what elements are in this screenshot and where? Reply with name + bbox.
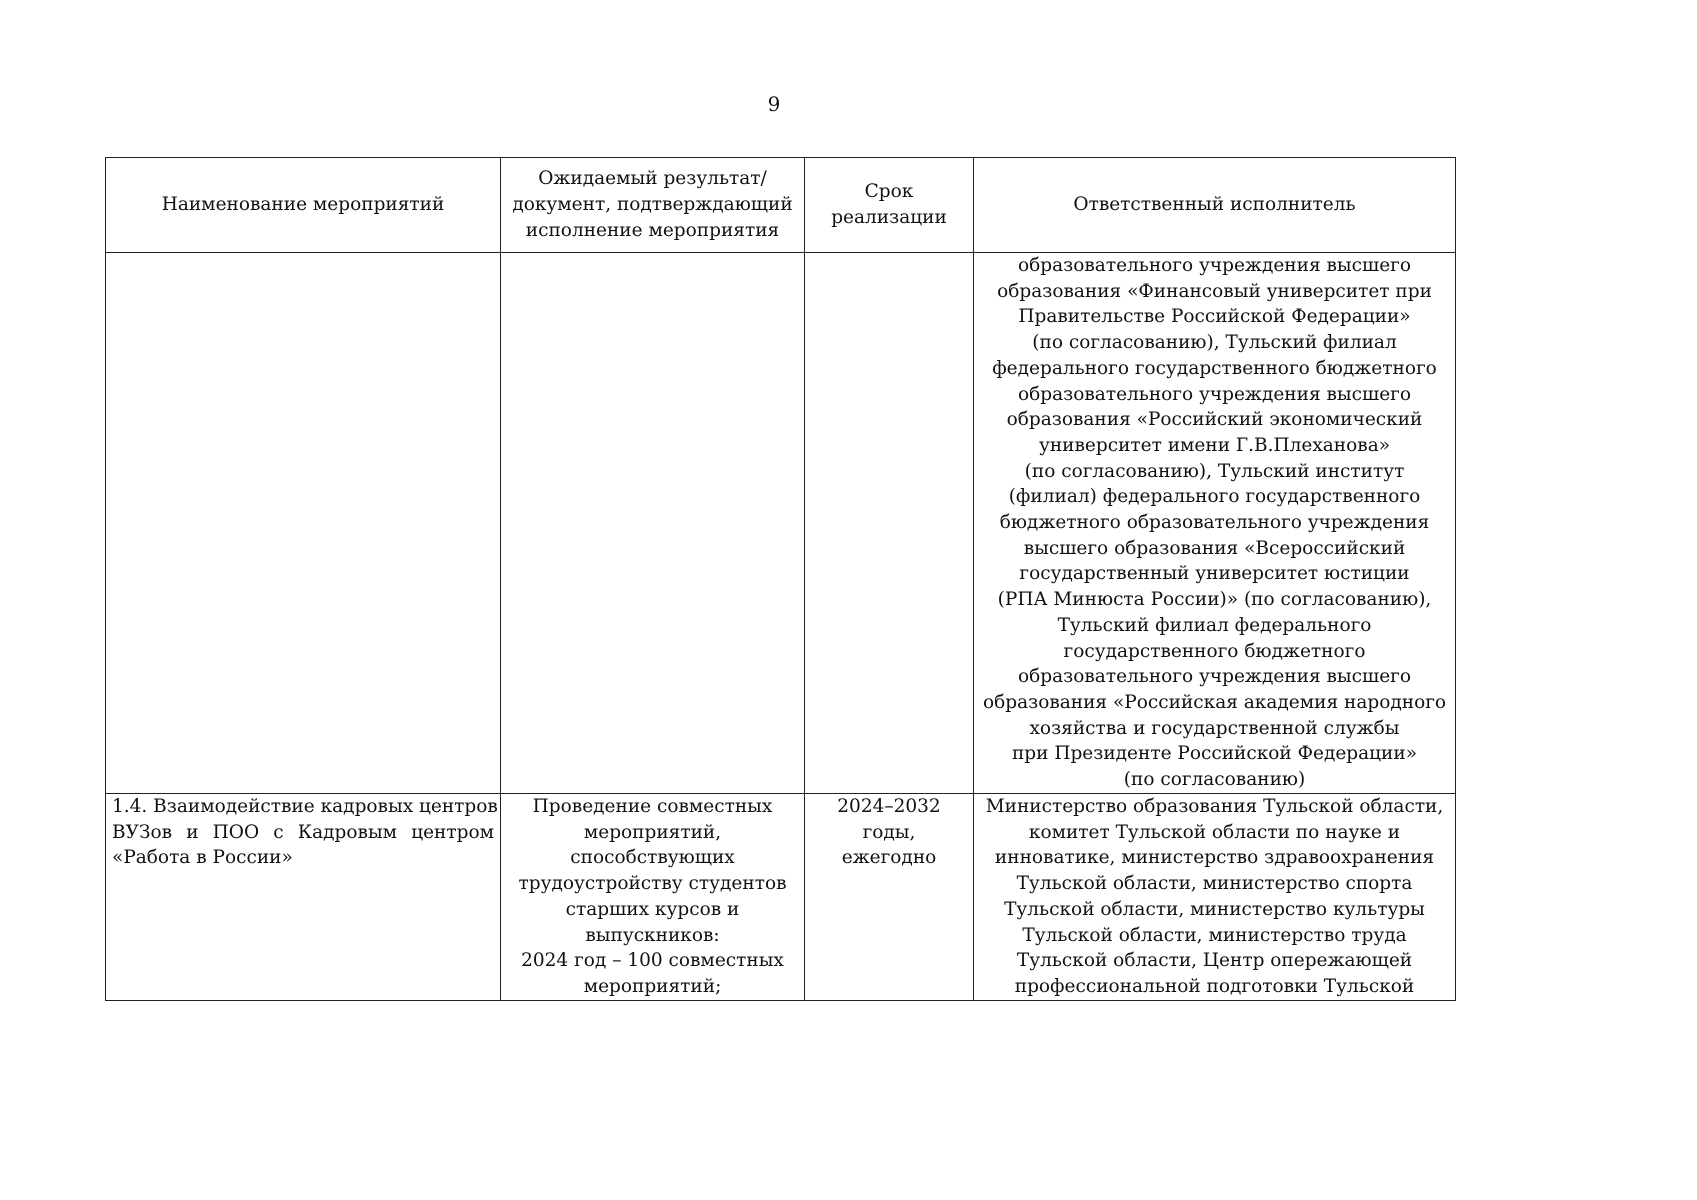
responsible-line: Тульской области, Центр опережающей: [1016, 950, 1413, 972]
responsible-line: Тульской области, министерство культуры: [1004, 898, 1425, 920]
term-line: 2024–2032: [837, 796, 941, 817]
cell-activity-name: [106, 794, 501, 1001]
header-responsible: Ответственный исполнитель: [974, 158, 1456, 253]
responsible-line: образовательного учреждения высшего: [1018, 383, 1411, 405]
responsible-line: Тульский филиал федерального: [1057, 614, 1372, 636]
responsible-line: (по согласованию), Тульский институт: [1024, 460, 1405, 482]
table-row: [106, 253, 1456, 794]
result-line: 2024 год – 100 совместных: [521, 950, 784, 972]
responsible-line: хозяйства и государственной службы: [1029, 717, 1400, 739]
responsible-line: образовательного учреждения высшего: [1018, 666, 1411, 688]
table-row: [106, 794, 1456, 1001]
responsible-line: (по согласованию), Тульский филиал: [1032, 332, 1397, 354]
header-term: [805, 158, 974, 253]
result-line: мероприятий,: [583, 821, 722, 843]
responsible-line: Тульской области, министерство спорта: [1016, 873, 1413, 895]
cell-term: [805, 253, 974, 794]
result-line: Проведение совместных: [532, 796, 773, 817]
cell-expected-result: [501, 253, 805, 794]
result-line: выпускников:: [585, 924, 720, 946]
result-line: способствующих: [570, 847, 735, 869]
activity-name-line: 1.4. Взаимодействие кадровых центров: [112, 796, 498, 817]
responsible-line: Министерство образования Тульской области,: [985, 796, 1444, 817]
header-activity-name: Наименование мероприятий: [106, 158, 501, 253]
responsible-line: профессиональной подготовки Тульской: [1014, 975, 1415, 997]
header-line: реализации: [831, 207, 947, 228]
responsible-line: бюджетного образовательного учреждения: [999, 512, 1430, 534]
header-line: документ, подтверждающий: [512, 194, 793, 215]
responsible-line: государственного бюджетного: [1063, 640, 1366, 662]
result-line: старших курсов и: [565, 898, 740, 920]
responsible-line: федерального государственного бюджетного: [992, 357, 1437, 379]
responsible-line: государственный университет юстиции: [1019, 563, 1410, 585]
responsible-line: (филиал) федерального государственного: [1008, 486, 1421, 508]
cell-expected-result: [501, 794, 805, 1001]
header-line: исполнение мероприятия: [525, 220, 780, 241]
activity-name-line: ВУЗов и ПОО с Кадровым центром: [112, 821, 494, 843]
header-line: Срок: [864, 181, 914, 202]
page-number: 9: [767, 92, 781, 116]
responsible-line: образовательного учреждения высшего: [1018, 255, 1411, 276]
responsible-line: инноватике, министерство здравоохранения: [994, 847, 1435, 869]
responsible-line: комитет Тульской области по науке и: [1028, 821, 1401, 843]
responsible-line: (по согласованию): [1123, 769, 1306, 791]
responsible-line: образования «Российский экономический: [1006, 409, 1423, 431]
responsible-line: Тульской области, министерство труда: [1022, 924, 1407, 946]
cell-term: [805, 794, 974, 1001]
header-line: Ожидаемый результат/: [538, 168, 767, 189]
activity-name-line: «Работа в России»: [112, 847, 293, 869]
term-line: годы,: [862, 821, 916, 843]
responsible-line: университет имени Г.В.Плеханова»: [1038, 434, 1391, 456]
result-line: мероприятий;: [583, 975, 722, 997]
table-header-row: [106, 158, 1456, 253]
responsible-line: Правительстве Российской Федерации»: [1018, 306, 1411, 328]
activities-table: [105, 157, 1456, 1001]
result-line: трудоустройству студентов: [518, 873, 787, 895]
responsible-line: высшего образования «Всероссийский: [1023, 537, 1406, 559]
cell-activity-name: [106, 253, 501, 794]
responsible-line: при Президенте Российской Федерации»: [1011, 743, 1418, 765]
term-line: ежегодно: [841, 847, 937, 869]
cell-responsible: [974, 794, 1456, 1001]
responsible-line: образования «Российская академия народного: [982, 691, 1447, 713]
responsible-line: образования «Финансовый университет при: [997, 280, 1432, 302]
header-expected-result: [501, 158, 805, 253]
cell-responsible: [974, 253, 1456, 794]
responsible-line: (РПА Минюста России)» (по согласованию),: [997, 589, 1432, 611]
